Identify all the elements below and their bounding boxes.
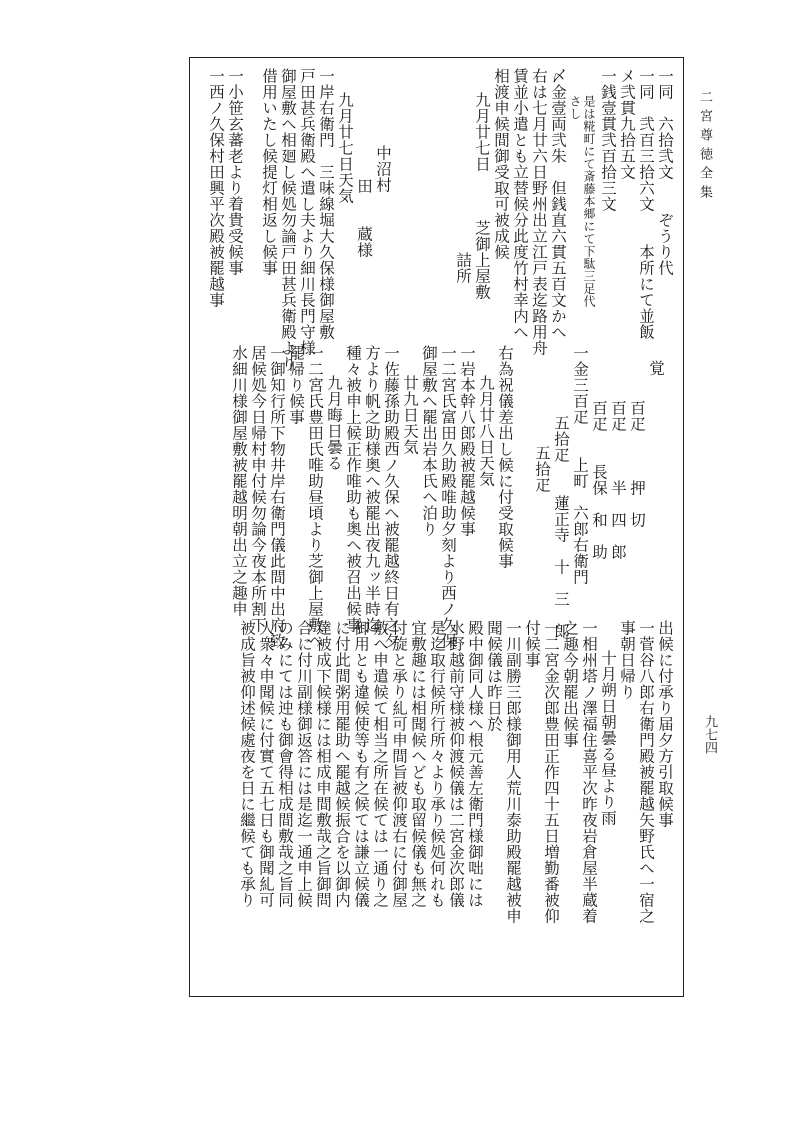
text-column: 一銭壹貫弐百拾三文 [599, 68, 617, 212]
text-column: 〆金壹両弐朱 但銭直六貫五百文かへ [549, 68, 567, 340]
text-column: 九月晦日曇る [325, 375, 343, 471]
text-column: 一金三百疋 上町 六郎右衛門 [571, 345, 589, 585]
text-column: 百疋 押 切 [628, 400, 646, 528]
text-column: 人衆々申聞候に付實て五七日も御聞糺可 [257, 620, 275, 908]
text-column: 百疋 半 四 郎 [609, 400, 627, 560]
book-title: 二宮尊徳全集 [697, 90, 712, 204]
text-column: 付候事 [523, 620, 541, 668]
text-column: 合に付川副様御返答には是迄一通申上候 [295, 620, 313, 908]
text-column: 九月廿七日天気 [336, 92, 354, 204]
page-number: 九七四 [702, 715, 717, 754]
text-column: 居候処今日帰村申付候勿論今夜本所割下 [249, 345, 267, 633]
text-column: 方より帆之助様奥へ被罷出夜九ッ半時迄 [363, 345, 381, 633]
text-column: 一菅谷八郎右衛門殿被罷越矢野氏へ一宿之 [637, 620, 655, 924]
text-column: 一相州塔ノ澤福住喜平次昨夜岩倉屋半蔵着 [580, 620, 598, 924]
text-column: 宜敷趣には相聞候へども取留候儀も無之 [409, 620, 427, 908]
text-column: 五拾疋 蓮正寺 十 三 郎 [552, 415, 570, 639]
text-column: 達被成下候様には相成申間敷哉之旨御問 [314, 620, 332, 908]
text-column: 田 蔵様 [355, 178, 373, 258]
text-column: 右は七月廿六日野州出立江戸表迄路用舟 [530, 68, 548, 356]
text-column: 十月朔日朝曇る昼より雨 [599, 650, 617, 826]
text-column: 中沼村 [374, 145, 392, 193]
text-column: さし [568, 95, 582, 120]
text-column: 一川副勝三郎様御用人荒川泰助殿罷越被申 [504, 620, 522, 924]
text-column: 九月廿七日 芝御上屋敷 [473, 92, 491, 300]
text-column: 一小笹玄蕃老より着貴受候事 [226, 68, 244, 276]
text-column: のみにては迚も御會得相成間敷哉之旨同 [276, 620, 294, 908]
text-column: 種々被申上候正作唯助も奥へ被召出候事 [344, 345, 362, 633]
text-column: 一西ノ久保村田興平次殿被罷越事 [207, 68, 225, 308]
text-column: 相渡申候間御受取可被成候 [492, 68, 510, 260]
text-column: メ弐貫九拾五文 [618, 68, 636, 180]
text-column: 出候に付承り届夕方引取候事 [656, 620, 674, 828]
text-column: 御用とも違候使等も有之候ては謙立候儀 [352, 620, 370, 908]
text-column: 敷へ申遣候て相当之所在候ては一通り之 [371, 620, 389, 908]
text-column: 百疋 長保 和 助 [590, 400, 608, 560]
text-column: 一同 弐百三拾六文 本所にて並飯 [637, 68, 655, 340]
text-column: 之趣今朝罷出候事 [561, 620, 579, 748]
text-column: 殿中御同人様へ根元善左衛門様御咄には [466, 620, 484, 908]
text-column: 詰所 [454, 92, 472, 284]
text-column: 聞候儀は昨日於 [485, 620, 503, 732]
text-column: 右為祝儀差出し候に付受取候事 [496, 345, 514, 569]
text-column: 御屋敷へ相廻し候処勿論戸田甚兵衛殿より [279, 68, 297, 372]
text-column: 御屋敷へ罷出岩本氏へ泊り [420, 345, 438, 537]
text-column: に付此間粥用罷助へ罷越候振合を以御内 [333, 620, 351, 908]
text-column: 事朝日帰り [618, 620, 636, 700]
text-column: 被成旨被仰述候處夜を日に繼候ても承り [238, 620, 256, 908]
text-column: 一二宮氏豊田氏唯助昼頃より芝御上屋敷へ [306, 345, 324, 649]
text-column: 罷帰り候事 [287, 345, 305, 425]
text-column: 是迄取行候所行所々より承り候処何れも [428, 620, 446, 908]
text-column: 借用いたし候提灯相返し候事 [260, 68, 278, 276]
text-column: 九月廿八日天気 [477, 375, 495, 487]
text-column: 覚 [647, 360, 665, 376]
text-column: 付旋と承り糺可申間旨被仰渡右に付御屋 [390, 620, 408, 908]
text-column: 一同 六拾弐文 ぞうり代 [656, 68, 674, 276]
text-column: 一岩本幹八郎殿被罷越候事 [458, 345, 476, 537]
text-column: 水野越前守様被仰渡候儀は二宮金次郎儀 [447, 620, 465, 908]
text-column: 是は糀町にて斎藤本郷にて下駄三足代 [582, 95, 596, 308]
text-column: 五拾疋 [533, 445, 551, 493]
text-column: 一岸右衛門 三味線堀大久保様御屋敷 [317, 68, 335, 340]
text-column: 一二宮金次郎豊田正作四十五日増勤番被仰 [542, 620, 560, 924]
text-column: 廿九日天気 [401, 375, 419, 455]
text-column: 一二宮氏富田久助殿唯助夕刻より西ノ久保 [439, 345, 457, 649]
text-column: 一佐藤孫助殿西ノ久保へ被罷越終日有之夕 [382, 345, 400, 649]
text-column: 水細川様御屋敷被罷越明朝出立之趣申 [230, 345, 248, 617]
text-column: 一御知行所下物井岸右衛門儀此間中出府致 [268, 345, 286, 649]
text-column: 賃並小遣とも立替候分此度竹村幸内へ [511, 68, 529, 340]
text-column: 戸田甚兵衛殿へ遣し夫より細川長門守様 [298, 68, 316, 356]
